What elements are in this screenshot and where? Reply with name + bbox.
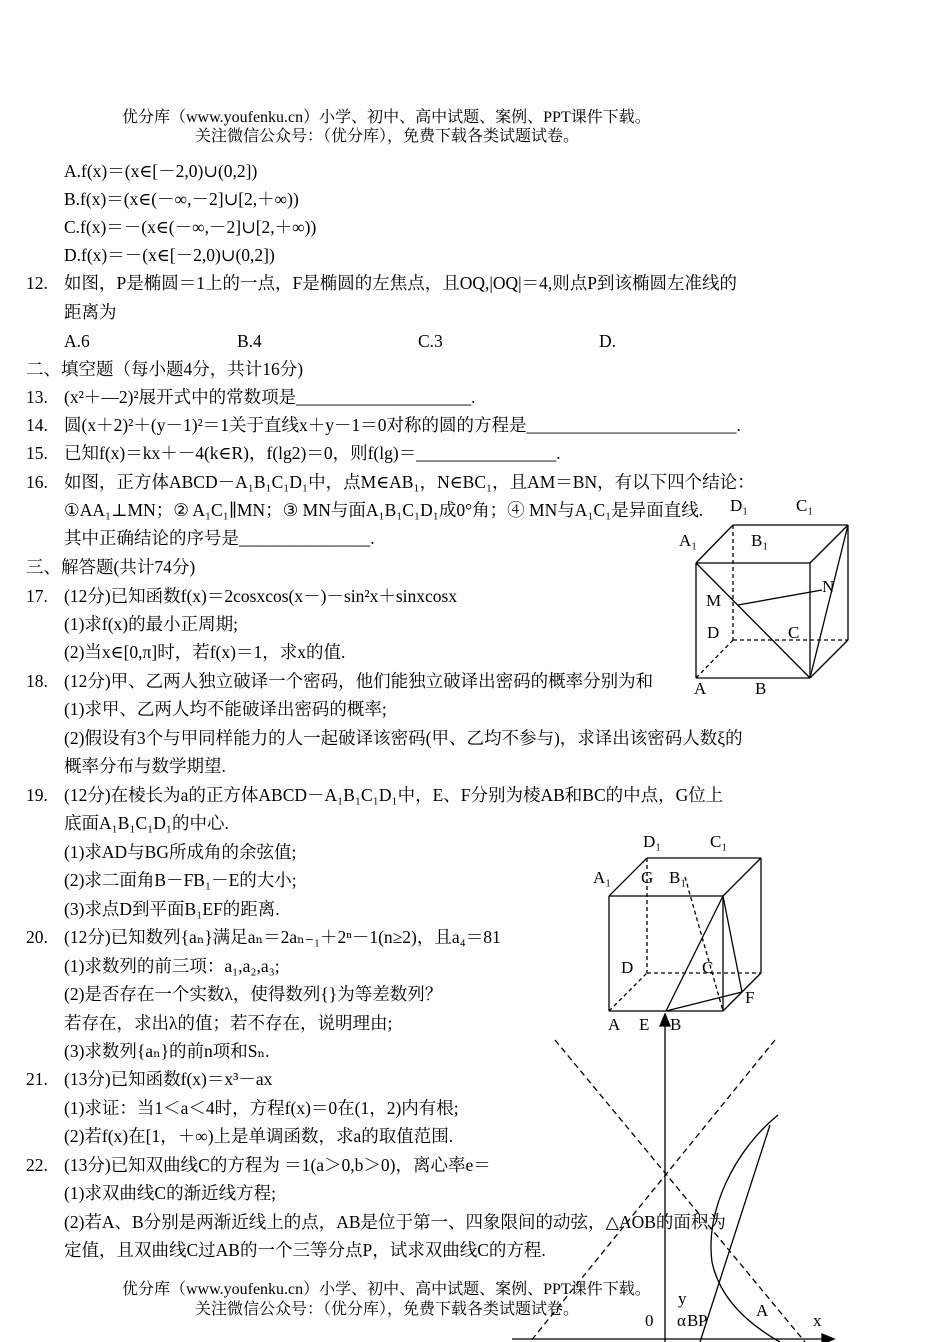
q19-text-line-5: (3)求点D到平面B₁EF的距离. — [64, 899, 280, 919]
cube1-edge-bc — [810, 640, 848, 678]
q18-number: 18. — [26, 671, 48, 691]
q19-text-line-2: 底面A₁B₁C₁D₁的中心. — [64, 813, 229, 833]
cube1-edge-b1c1 — [810, 525, 848, 563]
section-3-heading: 三、解答题(共计74分) — [26, 557, 196, 577]
cube2-edge-bc — [723, 973, 761, 1011]
hyperbola-label-y: y — [678, 1289, 687, 1308]
hyperbola-label-p: P — [698, 1311, 708, 1330]
cube1-label-n: N — [822, 577, 835, 596]
page-footer-line-1: 优分库（www.youfenku.cn）小学、初中、高中试题、案例、PPT课件下载。 — [122, 1281, 651, 1298]
q17-number: 17. — [26, 586, 48, 606]
q11-option-a: A.f(x)＝(x∈[－2,0)∪(0,2]) — [64, 161, 258, 181]
q21-text-line-3: (2)若f(x)在[1，＋∞)上是单调函数，求a的取值范围. — [64, 1126, 454, 1146]
q18-text-line-4: 概率分布与数学期望. — [64, 756, 226, 776]
cube2-label-a: A — [608, 1015, 621, 1034]
q21-text-line-2: (1)求证：当1＜a＜4时，方程f(x)＝0在(1，2)内有根; — [64, 1098, 459, 1118]
cube2-label-d: D — [621, 958, 634, 977]
q12-option-d: D. — [599, 331, 617, 351]
q22-text-line-3: (2)若A、B分别是两渐近线上的点，AB是位于第一、四象限间的动弦，△AOB的面积为 — [64, 1212, 726, 1232]
q12-option-c: C.3 — [418, 331, 443, 351]
section-2-heading: 二、填空题（每小题4分，共计16分) — [26, 359, 304, 379]
cube1-hidden-edge-ad — [696, 640, 733, 678]
q17-text-line-2: (1)求f(x)的最小正周期; — [64, 614, 238, 634]
cube2-label-g: G — [641, 868, 654, 887]
cube1-label-c: C — [788, 623, 800, 642]
q14-number: 14. — [26, 415, 48, 435]
q21-text-line-1: (13分)已知函数f(x)＝x³－ax — [64, 1069, 273, 1089]
q20-text-line-3: (2)是否存在一个实数λ，使得数列{}为等差数列？ — [64, 984, 443, 1004]
q14-text: 圆(x＋2)²＋(y－1)²＝1关于直线x＋y－1＝0对称的圆的方程是________________________. — [64, 415, 741, 435]
page-header-line-2: 关注微信公众号：（优分库），免费下载各类试题试卷。 — [195, 128, 580, 145]
q19-text-line-1: (12分)在棱长为a的正方体ABCD－A₁B₁C₁D₁中，E、F分别为棱AB和BC的中点，G位上 — [64, 785, 724, 805]
cube1-diagonal-bc1 — [810, 525, 848, 678]
q12-option-b: B.4 — [237, 331, 262, 351]
q11-option-c: C.f(x)＝－(x∈(－∞,－2]∪[2,＋∞)) — [64, 217, 317, 237]
q19-text-line-4: (2)求二面角B－FB₁－E的大小; — [64, 870, 297, 890]
q19-text-line-3: (1)求AD与BG所成角的余弦值; — [64, 842, 297, 862]
q13-text: (x²＋—2)²展开式中的常数项是____________________. — [64, 387, 476, 407]
cube2-label-c: C — [702, 958, 714, 977]
q17-text-line-3: (2)当x∈[0,π]时，若f(x)＝1，求x的值. — [64, 642, 346, 662]
cube1-segment-mn — [738, 590, 822, 605]
q13-number: 13. — [26, 387, 48, 407]
cube2-label-f: F — [745, 988, 755, 1007]
cube2-label-b: B — [670, 1015, 682, 1034]
cube1-label-m: M — [706, 591, 722, 610]
cube2-edge-a1d1 — [609, 858, 647, 896]
y-axis-arrow — [660, 1014, 670, 1026]
chord-ab — [700, 1125, 770, 1342]
cube1-label-b1: B₁ — [751, 531, 769, 550]
cube1-label-c1: C₁ — [796, 496, 814, 515]
cube1-label-d1: D₁ — [730, 496, 749, 515]
cube2-label-a1: A₁ — [593, 868, 612, 887]
cube2-segment-b1e — [666, 896, 723, 1011]
hyperbola-label-origin: 0 — [645, 1311, 654, 1330]
q18-text-line-3: (2)假设有3个与甲同样能力的人一起破译该密码(甲、乙均不参与)，求译出该密码人数ξ的 — [64, 728, 743, 748]
cube1-label-a: A — [694, 679, 707, 698]
hyperbola-label-a: A — [756, 1301, 769, 1320]
cube1-label-b: B — [755, 679, 767, 698]
cube1-diagonal-ab1 — [696, 563, 810, 678]
q12-option-a: A.6 — [64, 331, 90, 351]
cube2-label-e: E — [639, 1015, 650, 1034]
q17-text-line-1: (12分)已知函数f(x)＝2cosxcos(x－)－sin²x＋sinxcosx — [64, 586, 458, 606]
q18-text-line-2: (1)求甲、乙两人均不能破译出密码的概率; — [64, 699, 387, 719]
q12-text-line-1: 如图，P是椭圆＝1上的一点，F是椭圆的左焦点，且OQ,|OQ|＝4,则点P到该椭圆左准线的 — [64, 273, 738, 293]
cube2-label-d1: D₁ — [643, 832, 662, 851]
page-footer-line-2: 关注微信公众号：（优分库），免费下载各类试题试卷。 — [195, 1301, 580, 1318]
cube1-label-d: D — [707, 623, 720, 642]
cube2-edge-b1c1 — [723, 858, 761, 896]
q15-number: 15. — [26, 443, 48, 463]
q11-option-d: D.f(x)＝－(x∈[－2,0)∪(0,2]) — [64, 245, 275, 265]
cube1-label-a1: A₁ — [679, 531, 698, 550]
q19-number: 19. — [26, 785, 48, 805]
q21-number: 21. — [26, 1069, 48, 1089]
q12-text-line-2: 距离为 — [64, 302, 117, 322]
page-header-line-1: 优分库（www.youfenku.cn）小学、初中、高中试题、案例、PPT课件下载。 — [122, 109, 651, 126]
q20-number: 20. — [26, 927, 48, 947]
cube2-segment-ef — [666, 992, 742, 1011]
x-axis-arrow — [822, 1334, 834, 1342]
q16-text-line-1: 如图，正方体ABCD－A₁B₁C₁D₁中，点M∈AB₁，N∈BC₁，且AM＝BN，有以下四个结论： — [64, 472, 755, 492]
cube2-hidden-edge-ad — [609, 973, 647, 1011]
cube2-hidden-segment-gb — [685, 877, 723, 1011]
q11-option-b: B.f(x)＝(x∈(－∞,－2]∪[2,＋∞)) — [64, 189, 299, 209]
q15-text: 已知f(x)＝kx＋－4(k∈R)，f(lg2)＝0，则f(lg)＝________________. — [64, 443, 561, 463]
q12-number: 12. — [26, 273, 48, 293]
q20-text-line-4: 若存在，求出λ的值；若不存在，说明理由; — [64, 1013, 393, 1033]
q20-text-line-1: (12分)已知数列{aₙ}满足aₙ＝2aₙ₋₁＋2ⁿ－1(n≥2)，且a₄＝81 — [64, 927, 501, 947]
q16-text-line-2: ①AA₁⊥MN；② A₁C₁∥MN；③ MN与面A₁B₁C₁D₁成0°角；④ MN与A₁C₁是异面直线. — [64, 500, 704, 520]
q22-number: 22. — [26, 1155, 48, 1175]
cube1-edge-a1d1 — [696, 525, 733, 563]
hyperbola-label-alpha: α — [677, 1311, 686, 1330]
cube2-segment-b1f — [723, 896, 742, 992]
hyperbola-label-b: B — [687, 1311, 699, 1330]
cube2-label-c1: C₁ — [710, 832, 728, 851]
q20-text-line-5: (3)求数列{aₙ}的前n项和Sₙ. — [64, 1041, 270, 1061]
q22-text-line-4: 定值，且双曲线C过AB的一个三等分点P，试求双曲线C的方程. — [64, 1240, 546, 1260]
hyperbola-label-x: x — [813, 1311, 822, 1330]
q22-text-line-2: (1)求双曲线C的渐近线方程; — [64, 1183, 276, 1203]
q20-text-line-2: (1)求数列的前三项：a₁,a₂,a₃; — [64, 956, 280, 976]
q16-text-line-3: 其中正确结论的序号是_______________. — [64, 528, 375, 548]
q22-text-line-1: (13分)已知双曲线C的方程为 ＝1(a＞0,b＞0)，离心率e＝ — [64, 1155, 491, 1175]
cube2-label-b1: B₁ — [669, 868, 687, 887]
q18-text-line-1: (12分)甲、乙两人独立破译一个密码，他们能独立破译出密码的概率分别为和 — [64, 671, 654, 691]
q16-number: 16. — [26, 472, 48, 492]
